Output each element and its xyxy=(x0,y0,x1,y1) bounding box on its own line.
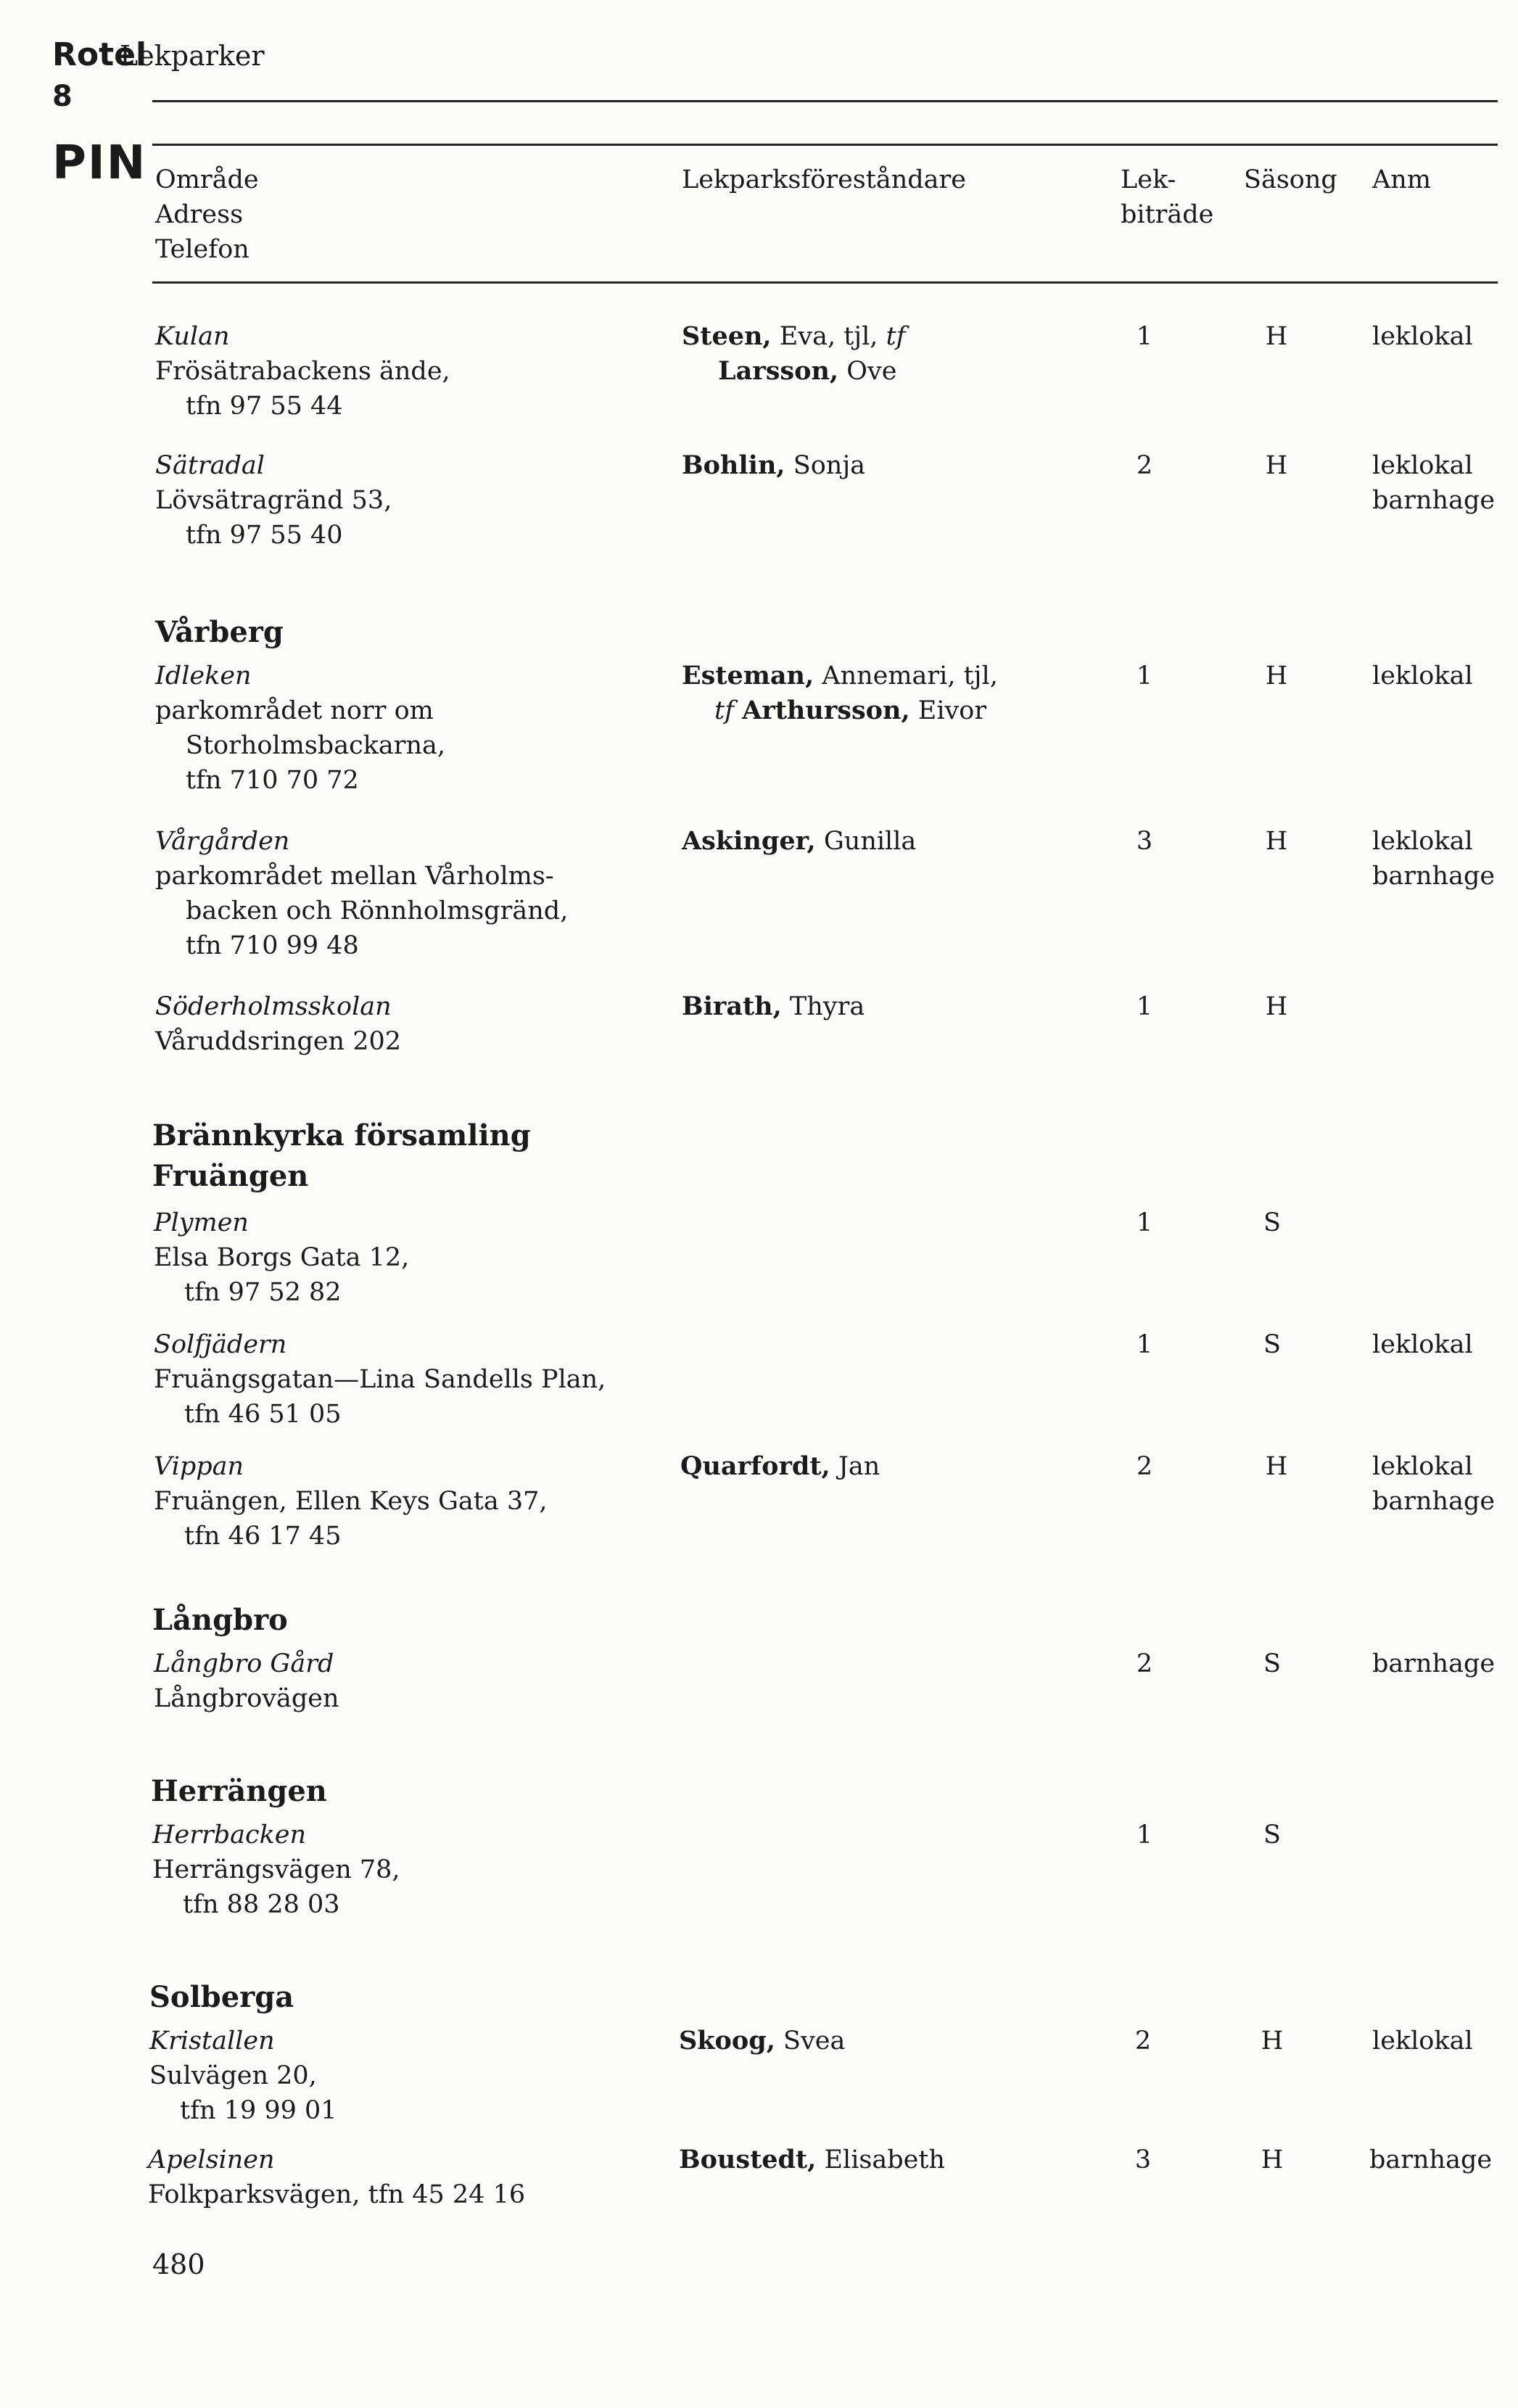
remarks: leklokal xyxy=(1372,1330,1473,1359)
parish-name: Brännkyrka församling xyxy=(152,1118,531,1153)
entry-address-block xyxy=(155,448,392,553)
park-phone: tfn 710 70 72 xyxy=(186,766,359,795)
park-name: Herrbacken xyxy=(152,1821,307,1850)
park-address: Långbrovägen xyxy=(154,1684,339,1713)
season-code: H xyxy=(1261,2145,1284,2174)
manager-block: Quarfordt, Jan xyxy=(680,1451,880,1481)
season-code: H xyxy=(1261,2026,1284,2056)
park-address: parkområdet mellan Vårholms- xyxy=(155,862,554,891)
entry-address-block xyxy=(154,1205,409,1310)
park-phone: tfn 97 55 40 xyxy=(186,521,343,550)
area-heading: Herrängen xyxy=(151,1774,327,1808)
entry-address-block xyxy=(155,824,568,963)
remarks: leklokal xyxy=(1372,2026,1473,2056)
park-name: Plymen xyxy=(154,1208,249,1237)
assistant-count: 1 xyxy=(1136,992,1153,1021)
assistant-count: 1 xyxy=(1136,1208,1153,1237)
season-code: S xyxy=(1263,1330,1281,1359)
assistant-count: 2 xyxy=(1136,451,1153,480)
park-name: Vårgården xyxy=(155,827,290,856)
manager-block: Askinger, Gunilla xyxy=(682,826,917,856)
column-heading-area xyxy=(155,162,259,267)
district-code: PIN xyxy=(52,136,147,190)
area-heading: Vårberg xyxy=(155,615,284,649)
entry-address-block xyxy=(154,1449,548,1554)
assistant-count: 3 xyxy=(1134,2145,1152,2174)
page-number: 480 xyxy=(152,2248,205,2280)
district-name: Fruängen xyxy=(152,1159,309,1193)
remarks: leklokal barnhage xyxy=(1372,1452,1496,1516)
manager-block: Bohlin, Sonja xyxy=(682,450,866,480)
column-heading-season: Säsong xyxy=(1244,165,1337,194)
manager-line: Steen, Eva, tjl, tf xyxy=(682,321,906,351)
park-address: Frösätrabackens ände, xyxy=(155,357,450,386)
manager-block: Esteman, Annemari, tjl, tf Arthursson, Eivor xyxy=(682,661,998,725)
entry-address-block xyxy=(152,1818,400,1922)
season-code: H xyxy=(1265,1452,1288,1481)
season-code: H xyxy=(1265,451,1288,480)
assistant-count: 1 xyxy=(1136,1330,1153,1359)
season-code: H xyxy=(1265,661,1288,690)
assistant-count: 1 xyxy=(1136,322,1153,351)
park-phone: tfn 97 52 82 xyxy=(184,1278,342,1307)
remarks: leklokal barnhage xyxy=(1372,451,1496,515)
rotel-label: Rotel xyxy=(52,36,147,73)
assistant-count: 1 xyxy=(1136,661,1153,690)
park-address: Herrängsvägen 78, xyxy=(152,1855,400,1884)
section-title: Lekparker xyxy=(120,40,265,72)
park-address: Fruängsgatan—Lina Sandells Plan, xyxy=(154,1365,606,1394)
assistant-count: 2 xyxy=(1136,1649,1153,1678)
park-name: Långbro Gård xyxy=(154,1649,334,1678)
park-address: Våruddsringen 202 xyxy=(155,1027,402,1056)
park-name: Sätradal xyxy=(155,451,265,480)
remarks: barnhage xyxy=(1369,2145,1493,2174)
manager-block xyxy=(682,319,906,389)
column-heading-area-line: Område xyxy=(155,165,259,194)
area-heading: Långbro xyxy=(152,1603,288,1637)
park-name: Idleken xyxy=(155,661,252,690)
header-rule xyxy=(152,100,1498,102)
column-heading-assistants-line1: Lek- xyxy=(1121,165,1176,194)
manager-block: Boustedt, Elisabeth xyxy=(679,2145,945,2174)
park-name: Kristallen xyxy=(149,2026,275,2056)
park-phone: tfn 46 17 45 xyxy=(184,1522,342,1551)
season-code: S xyxy=(1263,1208,1281,1237)
assistant-count: 3 xyxy=(1136,827,1153,856)
entry-address-block xyxy=(155,319,450,424)
season-code: S xyxy=(1263,1821,1281,1850)
entry-address-block xyxy=(155,659,445,798)
remarks: barnhage xyxy=(1372,1649,1496,1678)
assistant-count: 2 xyxy=(1134,2026,1152,2056)
entry-address-block xyxy=(149,2024,337,2128)
column-heading-assistants-line2: biträde xyxy=(1121,200,1214,229)
park-address: Sulvägen 20, xyxy=(149,2061,317,2090)
column-heading-phone-line: Telefon xyxy=(155,235,249,264)
park-phone: tfn 97 55 44 xyxy=(186,392,343,421)
remarks: leklokal xyxy=(1372,661,1473,690)
column-heading-manager: Lekparksföreståndare xyxy=(682,165,966,194)
park-address-cont: backen och Rönnholmsgränd, xyxy=(186,896,569,925)
entry-address-block xyxy=(154,1646,339,1716)
entry-address-block xyxy=(154,1327,606,1432)
manager-line: Larsson, Ove xyxy=(718,356,897,386)
park-name: Apelsinen xyxy=(148,2145,275,2174)
park-phone: tfn 19 99 01 xyxy=(180,2096,337,2125)
park-name: Solfjädern xyxy=(154,1330,287,1359)
park-address: Folkparksvägen, tfn 45 24 16 xyxy=(148,2180,526,2209)
season-code: H xyxy=(1265,322,1288,351)
park-address-cont: Storholmsbackarna, xyxy=(186,731,446,760)
manager-block: Skoog, Svea xyxy=(679,2026,846,2056)
park-address: Lövsätragränd 53, xyxy=(155,486,392,515)
season-code: H xyxy=(1265,992,1288,1021)
area-heading xyxy=(152,1116,531,1197)
season-code: H xyxy=(1265,827,1288,856)
column-heading-address-line: Adress xyxy=(155,200,244,229)
area-heading: Solberga xyxy=(149,1980,294,2014)
entry-address-block xyxy=(148,2143,525,2212)
assistant-count: 1 xyxy=(1136,1821,1153,1850)
park-name: Söderholmsskolan xyxy=(155,992,392,1021)
entry-address-block xyxy=(155,989,401,1059)
park-name: Kulan xyxy=(155,322,230,351)
column-heading-assistants xyxy=(1121,162,1213,232)
rotel-number: 8 xyxy=(52,80,73,113)
park-address: Fruängen, Ellen Keys Gata 37, xyxy=(154,1487,548,1516)
park-address: Elsa Borgs Gata 12, xyxy=(154,1243,410,1272)
park-phone: tfn 88 28 03 xyxy=(183,1890,340,1919)
column-heading-remarks: Anm xyxy=(1372,165,1432,194)
manager-block: Birath, Thyra xyxy=(682,991,865,1021)
park-phone: tfn 710 99 48 xyxy=(186,931,359,960)
park-address: parkområdet norr om xyxy=(155,696,434,725)
park-phone: tfn 46 51 05 xyxy=(184,1400,342,1429)
remarks: leklokal barnhage xyxy=(1372,827,1496,891)
remarks: leklokal xyxy=(1372,322,1473,351)
park-name: Vippan xyxy=(154,1452,244,1481)
table-top-rule xyxy=(152,144,1498,146)
season-code: S xyxy=(1263,1649,1281,1678)
assistant-count: 2 xyxy=(1136,1452,1153,1481)
header-bottom-rule xyxy=(152,281,1498,284)
